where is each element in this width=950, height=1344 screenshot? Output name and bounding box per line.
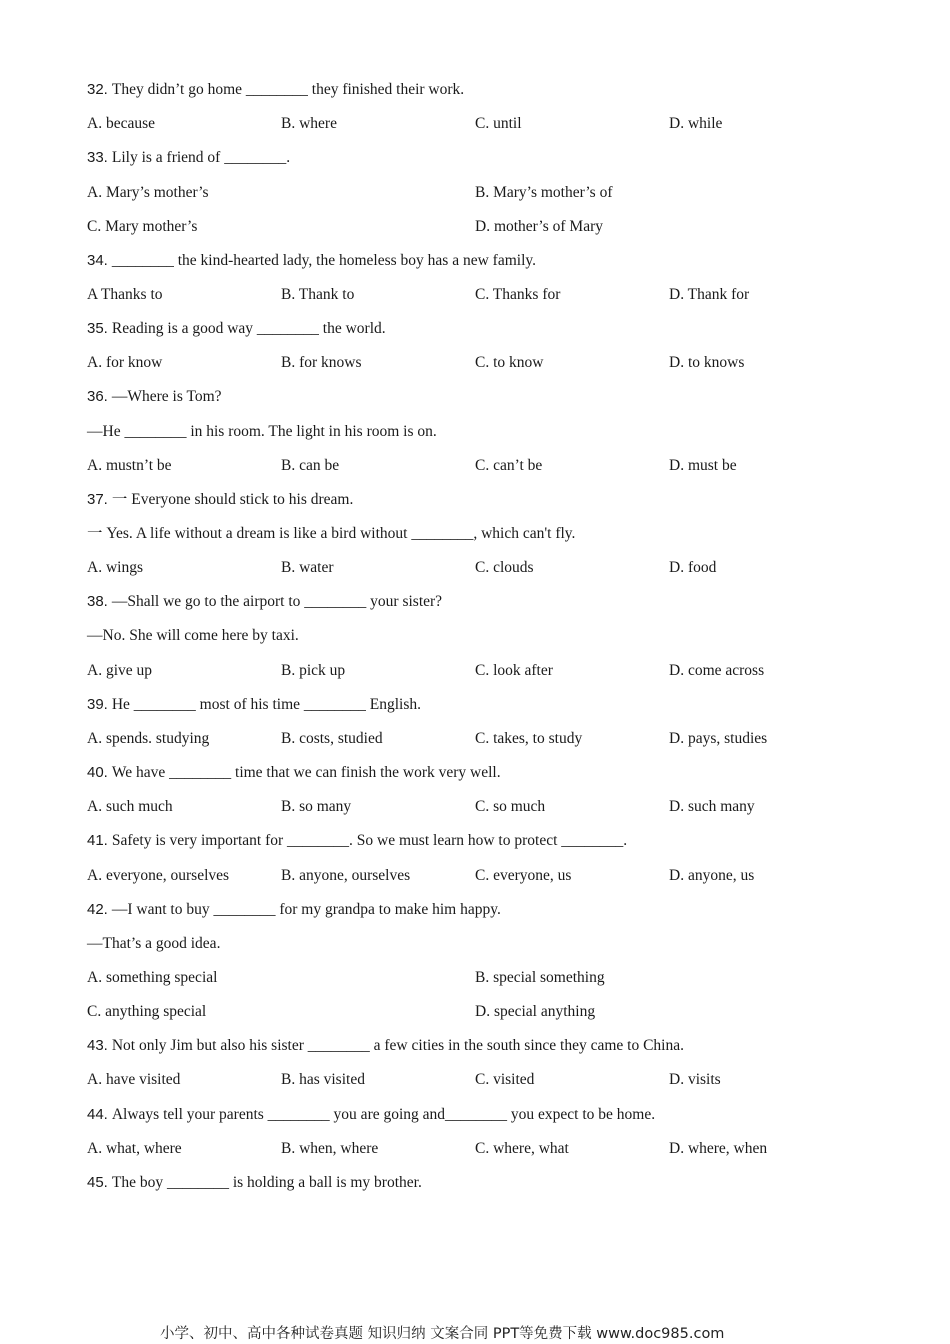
option-b: B. special something [475,969,605,986]
question-text: Lily is a friend of ________. [111,149,291,166]
option-c: C. look after [475,662,553,679]
option-b: B. so many [281,798,352,815]
option-d: D. where, when [669,1140,768,1157]
question-number: 45. [87,1174,108,1191]
question-text: —I want to buy ________ for my grandpa to make him happy. [111,901,501,918]
option-b: B. can be [281,457,340,474]
question-number: 35. [87,320,108,337]
page-footer: 小学、初中、高中各种试卷真题 知识归纳 文案合同 PPT等免费下载 www.doc985.com [160,1326,725,1342]
option-b: B. Mary’s mother’s of [475,184,613,201]
question-text: —Where is Tom? [111,388,222,405]
option-c: C. visited [475,1071,535,1088]
question-text: Always tell your parents ________ you are going and________ you expect to be home. [111,1106,656,1123]
option-b: B. pick up [281,662,346,679]
question-text: Reading is a good way ________ the world. [111,320,386,337]
option-b: B. when, where [281,1140,379,1157]
question-number: 42. [87,901,108,918]
question-text: The boy ________ is holding a ball is my brother. [111,1174,422,1191]
question-text: Not only Jim but also his sister ________ a few cities in the south since they came to China. [111,1037,684,1054]
option-c: C. Thanks for [475,286,561,303]
option-d: D. Thank for [669,286,750,303]
question-40-stem [87,763,501,783]
option-d: D. must be [669,457,737,474]
question-text: We have ________ time that we can finish the work very well. [111,764,501,781]
option-a: A. everyone, ourselves [87,867,230,884]
question-37-stem [87,490,353,510]
option-d: D. food [669,559,717,576]
question-number: 39. [87,696,108,713]
option-a: A. something special [87,969,218,986]
question-text: —Shall we go to the airport to ________ your sister? [111,593,443,610]
question-text: ________ the kind-hearted lady, the homeless boy has a new family. [111,252,536,269]
question-text: 一 Everyone should stick to his dream. [111,491,354,508]
option-c: C. takes, to study [475,730,583,747]
question-33-stem [87,148,290,168]
question-42-stem [87,900,501,920]
option-d: D. anyone, us [669,867,755,884]
question-38-dialogue: —No. She will come here by taxi. [87,627,299,644]
option-c: C. until [475,115,522,132]
option-b: B. costs, studied [281,730,383,747]
question-41-stem [87,831,627,851]
option-c: C. to know [475,354,544,371]
question-number: 40. [87,764,108,781]
option-a: A Thanks to [87,286,163,303]
option-d: D. visits [669,1071,721,1088]
option-b: B. water [281,559,334,576]
option-c: C. where, what [475,1140,569,1157]
option-c: C. can’t be [475,457,543,474]
option-d: D. special anything [475,1003,596,1020]
option-d: D. while [669,115,723,132]
option-b: B. for knows [281,354,362,371]
question-38-stem [87,592,442,612]
option-d: D. such many [669,798,755,815]
option-a: A. because [87,115,155,132]
question-44-stem [87,1105,655,1125]
option-c: C. so much [475,798,546,815]
option-c: C. everyone, us [475,867,572,884]
question-number: 37. [87,491,108,508]
question-number: 43. [87,1037,108,1054]
question-32-stem [87,80,464,100]
question-45-stem [87,1173,422,1193]
option-c: C. anything special [87,1003,207,1020]
question-number: 41. [87,832,108,849]
question-number: 38. [87,593,108,610]
option-a: A. such much [87,798,173,815]
option-d: D. pays, studies [669,730,768,747]
question-number: 33. [87,149,108,166]
question-number: 34. [87,252,108,269]
option-a: A. mustn’t be [87,457,172,474]
question-35-stem [87,319,386,339]
question-42-dialogue: —That’s a good idea. [87,935,221,952]
question-text: They didn’t go home ________ they finished their work. [111,81,465,98]
option-c: C. Mary mother’s [87,218,198,235]
option-a: A. spends. studying [87,730,210,747]
option-a: A. have visited [87,1071,181,1088]
option-d: D. to knows [669,354,745,371]
question-36-stem [87,387,222,407]
option-b: B. where [281,115,337,132]
question-text: He ________ most of his time ________ English. [111,696,421,713]
option-b: B. Thank to [281,286,355,303]
question-number: 44. [87,1106,108,1123]
question-number: 32. [87,81,108,98]
question-37-dialogue: 一 Yes. A life without a dream is like a bird without ________, which can't fly. [87,525,576,542]
option-b: B. has visited [281,1071,365,1088]
option-a: A. for know [87,354,163,371]
option-a: A. what, where [87,1140,182,1157]
option-b: B. anyone, ourselves [281,867,411,884]
option-c: C. clouds [475,559,534,576]
question-43-stem [87,1036,684,1056]
option-a: A. Mary’s mother’s [87,184,209,201]
question-39-stem [87,695,421,715]
question-number: 36. [87,388,108,405]
option-d: D. mother’s of Mary [475,218,603,235]
question-34-stem [87,251,536,271]
option-a: A. give up [87,662,153,679]
question-text: Safety is very important for ________. So we must learn how to protect ________. [111,832,628,849]
option-d: D. come across [669,662,765,679]
question-36-dialogue: —He ________ in his room. The light in his room is on. [87,423,437,440]
option-a: A. wings [87,559,143,576]
